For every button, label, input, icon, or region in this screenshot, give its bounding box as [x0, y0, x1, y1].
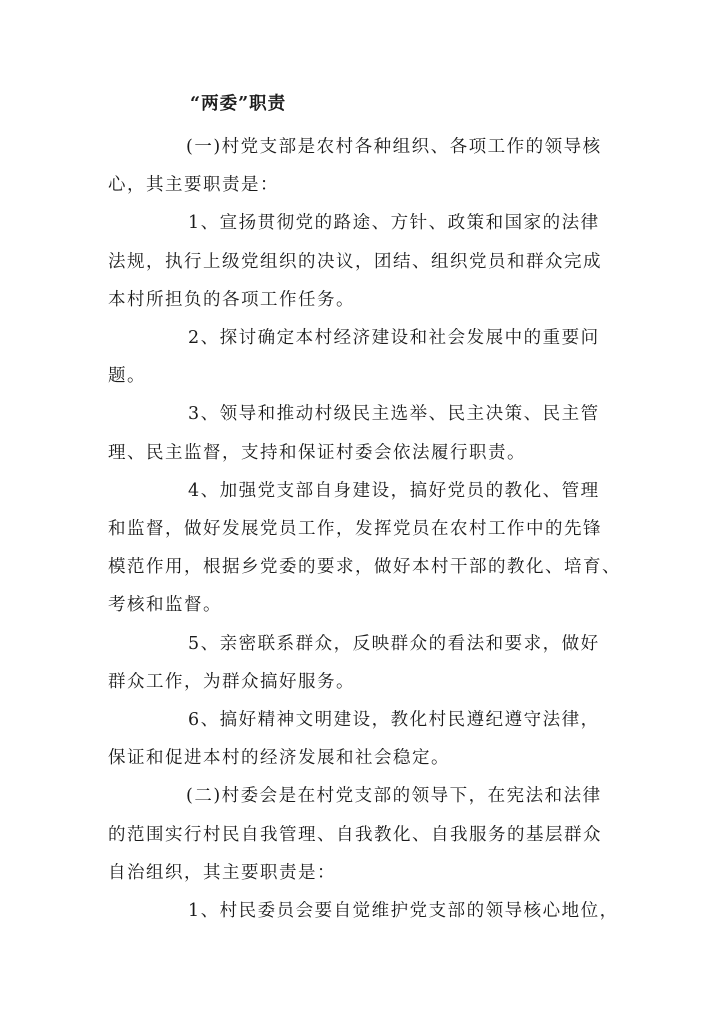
text-line: 6、搞好精神文明建设，教化村民遵纪遵守法律，	[188, 710, 600, 731]
text-line: 理、民主监督，支持和保证村委会依法履行职责。	[108, 442, 526, 463]
section-2-item-1	[108, 892, 618, 930]
document-title: “两委”职责	[190, 94, 287, 114]
text-line: 题。	[108, 366, 146, 387]
section-1-item-5	[108, 625, 618, 701]
text-line: 心，其主要职责是：	[108, 175, 279, 196]
text-line: 和监督，做好发展党员工作，发挥党员在农村工作中的先锋	[108, 519, 602, 540]
text-line: 2、探讨确定本村经济建设和社会发展中的重要问	[188, 328, 600, 349]
text-line: 考核和监督。	[108, 595, 222, 616]
text-line: 1、宣扬贯彻党的路途、方针、政策和国家的法律	[188, 213, 600, 234]
section-1-item-3	[108, 395, 618, 471]
text-line: 4、加强党支部自身建设，搞好党员的教化、管理	[188, 480, 600, 501]
text-line: 保证和促进本村的经济发展和社会稳定。	[108, 748, 450, 769]
text-line: 本村所担负的各项工作任务。	[108, 289, 355, 310]
text-line: (二)村委会是在村党支部的领导下，在宪法和法律	[186, 786, 602, 807]
section-1-item-6	[108, 701, 618, 777]
section-1-item-2	[108, 319, 618, 395]
text-line: 5、亲密联系群众，反映群众的看法和要求，做好	[188, 633, 600, 654]
text-line: 群众工作，为群众搞好服务。	[108, 671, 355, 692]
section-2-intro	[108, 777, 618, 892]
text-line: 3、领导和推动村级民主选举、民主决策、民主管	[188, 404, 600, 425]
text-line: 1、村民委员会要自觉维护党支部的领导核心地位，	[188, 901, 619, 922]
text-line: 自治组织，其主要职责是：	[108, 862, 336, 883]
section-1-intro	[108, 128, 618, 204]
text-line: 的范围实行村民自我管理、自我教化、自我服务的基层群众	[108, 824, 602, 845]
text-line: 法规，执行上级党组织的决议，团结、组织党员和群众完成	[108, 251, 602, 272]
section-1-item-4	[108, 472, 621, 625]
document-page	[108, 90, 621, 930]
text-line: 模范作用，根据乡党委的要求，做好本村干部的教化、培育、	[108, 557, 621, 578]
text-line: (一)村党支部是农村各种组织、各项工作的领导核	[186, 137, 602, 157]
section-1-item-1	[108, 204, 618, 319]
